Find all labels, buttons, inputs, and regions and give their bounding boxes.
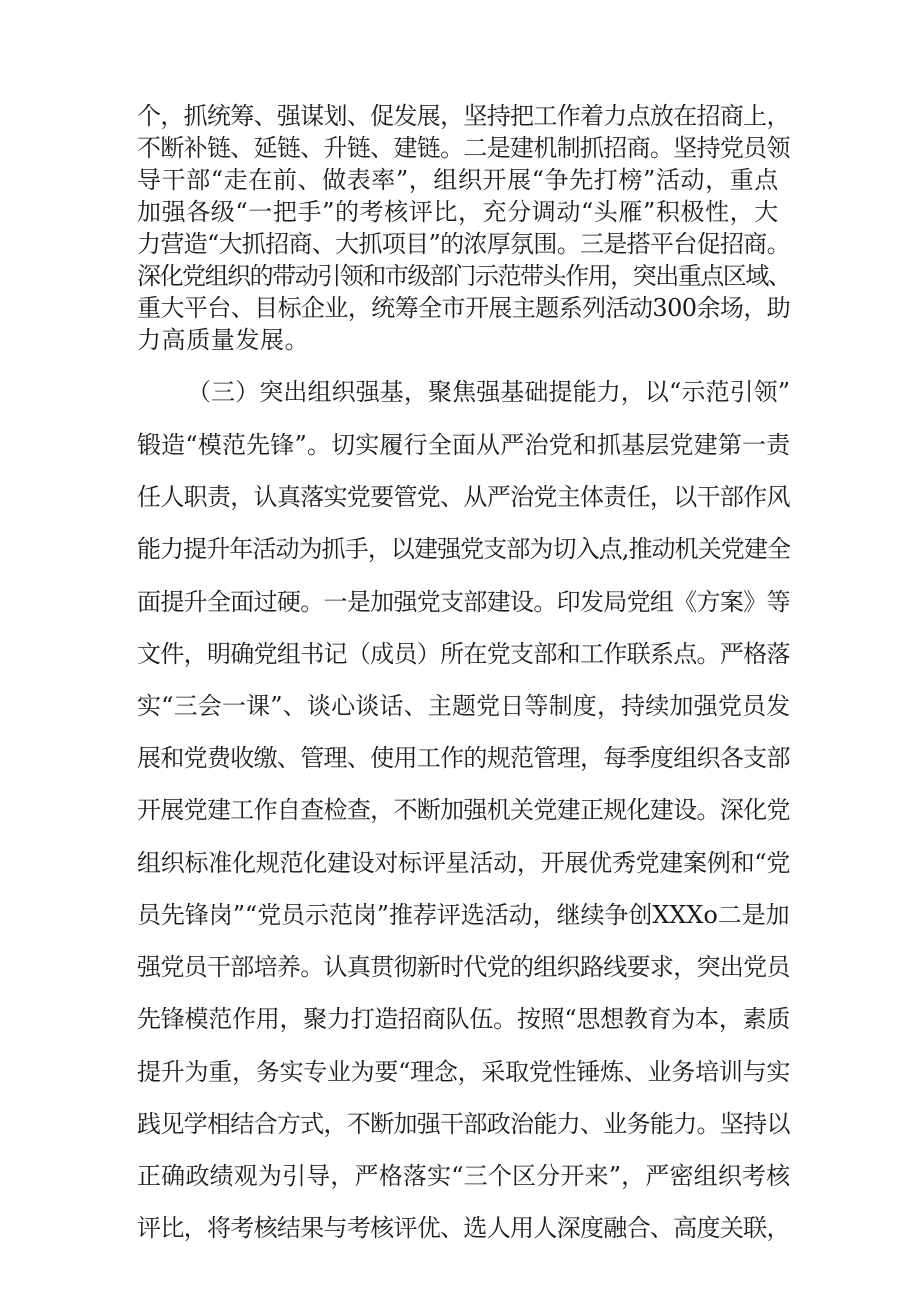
paragraph-line: 面提升全面过硬。一是加强党支部建设。印发局党组《方案》等 xyxy=(137,588,790,616)
paragraph-line: 导干部“走在前、做表率”，组织开展“争先打榜”活动，重点 xyxy=(137,166,779,194)
section-heading-line: （三）突出组织强基，聚焦强基础提能力，以“示范引领” xyxy=(187,378,791,406)
paragraph-line: 力营造“大抓招商、大抓项目”的浓厚氛围。三是搭平台促招商。 xyxy=(137,230,790,258)
paragraph-line: 正确政绩观为引导，严格落实“三个区分开来”，严密组织考核 xyxy=(137,1162,791,1190)
paragraph-line: 强党员干部培养。认真贯彻新时代党的组织路线要求，突出党员 xyxy=(137,953,790,981)
paragraph-line: 践见学相结合方式，不断加强干部政治能力、业务能力。坚持以 xyxy=(137,1110,790,1138)
paragraph-line: 能力提升年活动为抓手，以建强党支部为切入点,推动机关党建全 xyxy=(137,535,791,563)
paragraph-line: 锻造“模范先锋”。切实履行全面从严治党和抓基层党建第一责 xyxy=(137,431,791,459)
paragraph-line: 开展党建工作自查检查，不断加强机关党建正规化建设。深化党 xyxy=(137,796,790,824)
paragraph-line: 深化党组织的带动引领和市级部门示范带头作用，突出重点区域、 xyxy=(137,262,791,290)
paragraph-line: 实“三会一课”、谈心谈话、主题党日等制度，持续加强党员发 xyxy=(137,692,791,720)
paragraph-line: 不断补链、延链、升链、建链。二是建机制抓招商。坚持党员领 xyxy=(137,134,790,162)
paragraph-line: 组织标准化规范化建设对标评星活动，开展优秀党建案例和“党 xyxy=(137,849,791,877)
paragraph-line: 力高质量发展。 xyxy=(137,326,310,354)
paragraph-line: 文件，明确党组书记（成员）所在党支部和工作联系点。严格落 xyxy=(137,640,790,668)
paragraph-line: 任人职责，认真落实党要管党、从严治党主体责任，以干部作风 xyxy=(137,483,790,511)
paragraph-line: 展和党费收缴、管理、使用工作的规范管理，每季度组织各支部 xyxy=(137,744,790,772)
paragraph-line: 评比，将考核结果与考核评优、选人用人深度融合、高度关联， xyxy=(137,1214,790,1242)
paragraph-line: 先锋模范作用，聚力打造招商队伍。按照“思想教育为本，素质 xyxy=(137,1005,791,1033)
paragraph-line: 员先锋岗”“党员示范岗”推荐评选活动，继续争创XXXo二是加 xyxy=(137,901,790,929)
paragraph-line: 加强各级“一把手”的考核评比，充分调动“头雁”积极性，大 xyxy=(137,198,779,226)
paragraph-line: 个，抓统筹、强谋划、促发展，坚持把工作着力点放在招商上， xyxy=(137,102,790,130)
paragraph-line: 提升为重，务实专业为要“理念，采取党性锤炼、业务培训与实 xyxy=(137,1058,791,1086)
paragraph-line: 重大平台、目标企业，统筹全市开展主题系列活动300余场，助 xyxy=(137,294,791,322)
